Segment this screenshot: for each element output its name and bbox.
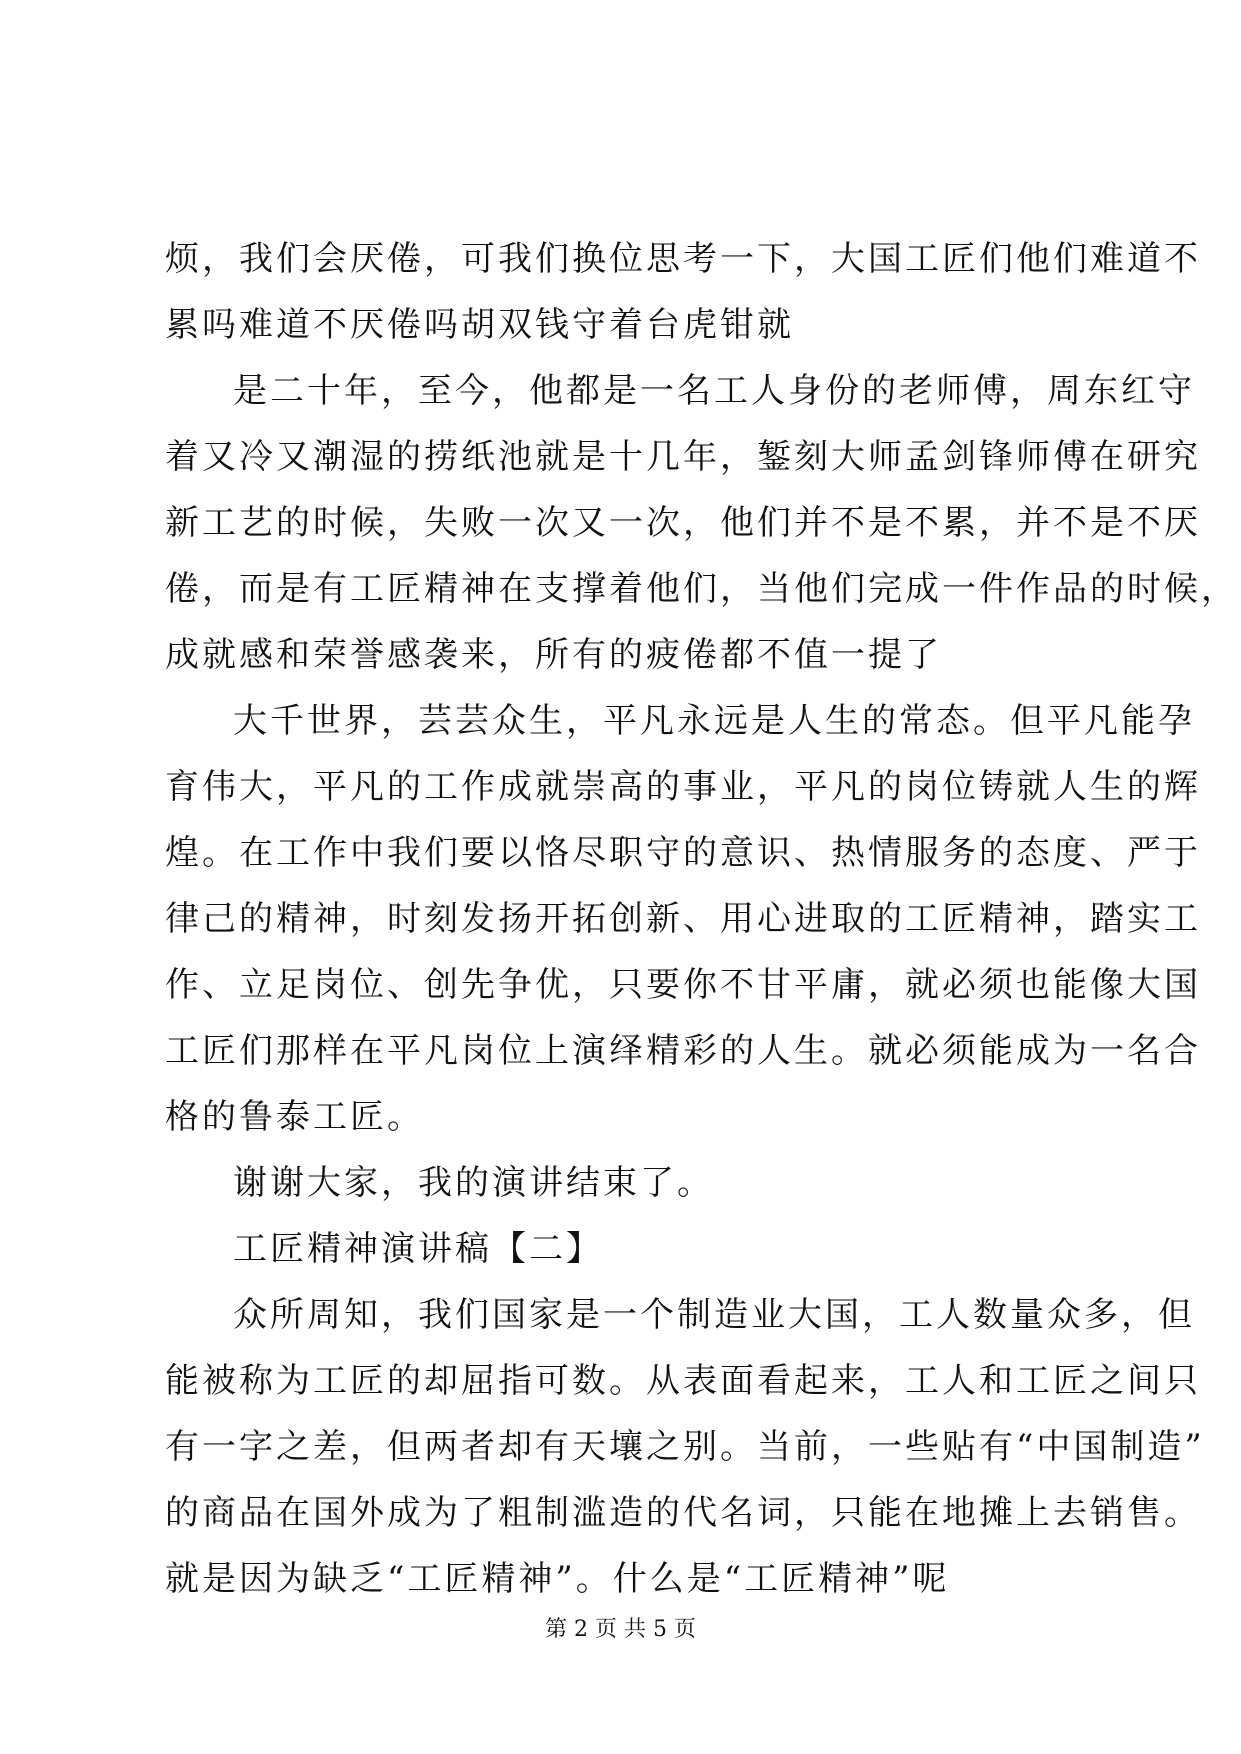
text-line: 育伟大，平凡的工作成就崇高的事业，平凡的岗位铸就人生的辉 [165, 767, 1201, 807]
text-line: 着又冷又潮湿的捞纸池就是十几年，錾刻大师孟剑锋师傅在研究 [165, 437, 1201, 477]
text-line: 工匠精神演讲稿【二】 [233, 1229, 603, 1269]
text-line: 就是因为缺乏“工匠精神”。什么是“工匠精神”呢 [165, 1559, 950, 1599]
text-line: 工匠们那样在平凡岗位上演绎精彩的人生。就必须能成为一名合 [165, 1031, 1201, 1071]
page-footer: 第 2 页 共 5 页 [545, 1617, 696, 1642]
text-line: 烦，我们会厌倦，可我们换位思考一下，大国工匠们他们难道不 [165, 239, 1201, 279]
text-line: 的商品在国外成为了粗制滥造的代名词，只能在地摊上去销售。 [165, 1493, 1201, 1533]
text-line: 新工艺的时候，失败一次又一次，他们并不是不累，并不是不厌 [165, 503, 1201, 543]
text-line: 格的鲁泰工匠。 [165, 1097, 424, 1137]
text-line: 是二十年，至今，他都是一名工人身份的老师傅，周东红守 [233, 371, 1195, 411]
text-line: 倦，而是有工匠精神在支撑着他们，当他们完成一件作品的时候， [165, 569, 1238, 609]
text-line: 众所周知，我们国家是一个制造业大国，工人数量众多，但 [233, 1295, 1195, 1335]
text-line: 成就感和荣誉感袭来，所有的疲倦都不值一提了 [165, 635, 942, 675]
text-line: 累吗难道不厌倦吗胡双钱守着台虎钳就 [165, 305, 794, 345]
text-line: 谢谢大家，我的演讲结束了。 [233, 1163, 714, 1203]
text-line: 作、立足岗位、创先争优，只要你不甘平庸，就必须也能像大国 [165, 965, 1201, 1005]
text-line: 大千世界，芸芸众生，平凡永远是人生的常态。但平凡能孕 [233, 701, 1195, 741]
text-line: 能被称为工匠的却屈指可数。从表面看起来，工人和工匠之间只 [165, 1361, 1201, 1401]
text-line: 煌。在工作中我们要以恪尽职守的意识、热情服务的态度、严于 [165, 833, 1201, 873]
document-body [165, 226, 1238, 1612]
text-line: 律己的精神，时刻发扬开拓创新、用心进取的工匠精神，踏实工 [165, 899, 1201, 939]
text-line: 有一字之差，但两者却有天壤之别。当前，一些贴有“中国制造” [165, 1427, 1205, 1467]
